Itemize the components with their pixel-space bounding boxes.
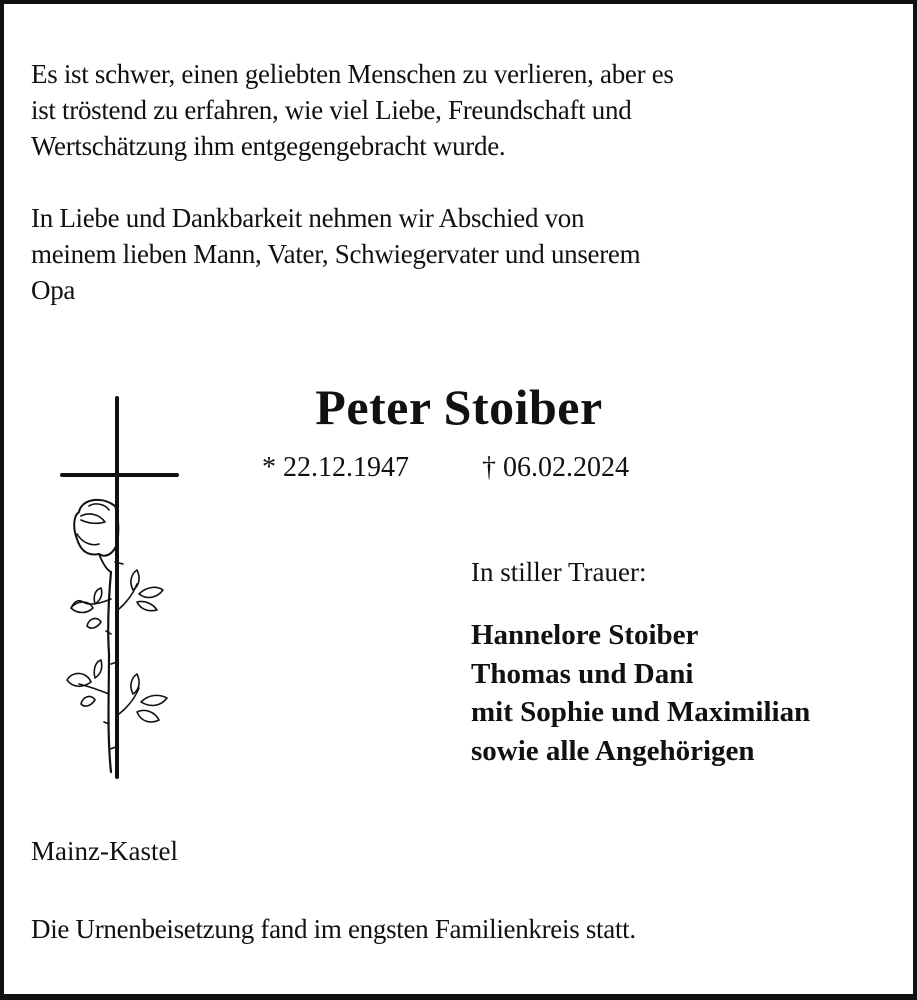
- burial-note: Die Urnenbeisetzung fand im engsten Familienkreis statt.: [31, 914, 636, 944]
- intro-line: ist tröstend zu erfahren, wie viel Liebe, Freundschaft und: [31, 95, 632, 125]
- farewell-paragraph: [31, 200, 891, 308]
- farewell-line: In Liebe und Dankbarkeit nehmen wir Abschied von: [31, 203, 585, 233]
- mourning-label: In stiller Trauer:: [471, 557, 647, 587]
- mourner: Thomas und Dani: [471, 657, 694, 690]
- intro-line: Es ist schwer, einen geliebten Menschen zu verlieren, aber es: [31, 59, 674, 89]
- cross-with-rose-icon: [59, 394, 184, 779]
- mourners-list: [471, 616, 810, 770]
- death-date: † 06.02.2024: [482, 452, 629, 483]
- farewell-line: Opa: [31, 275, 76, 305]
- mourner: mit Sophie und Maximilian: [471, 696, 811, 728]
- place: Mainz-Kastel: [31, 836, 178, 866]
- mourner: Hannelore Stoiber: [471, 619, 699, 651]
- birth-date: * 22.12.1947: [262, 452, 409, 483]
- mourner: sowie alle Angehörigen: [471, 734, 755, 767]
- intro-paragraph: [31, 56, 901, 164]
- intro-line: Wertschätzung ihm entgegengebracht wurde.: [31, 131, 506, 161]
- deceased-name: Peter Stoiber: [315, 379, 603, 435]
- farewell-line: meinem lieben Mann, Vater, Schwiegervater und unserem: [31, 239, 641, 269]
